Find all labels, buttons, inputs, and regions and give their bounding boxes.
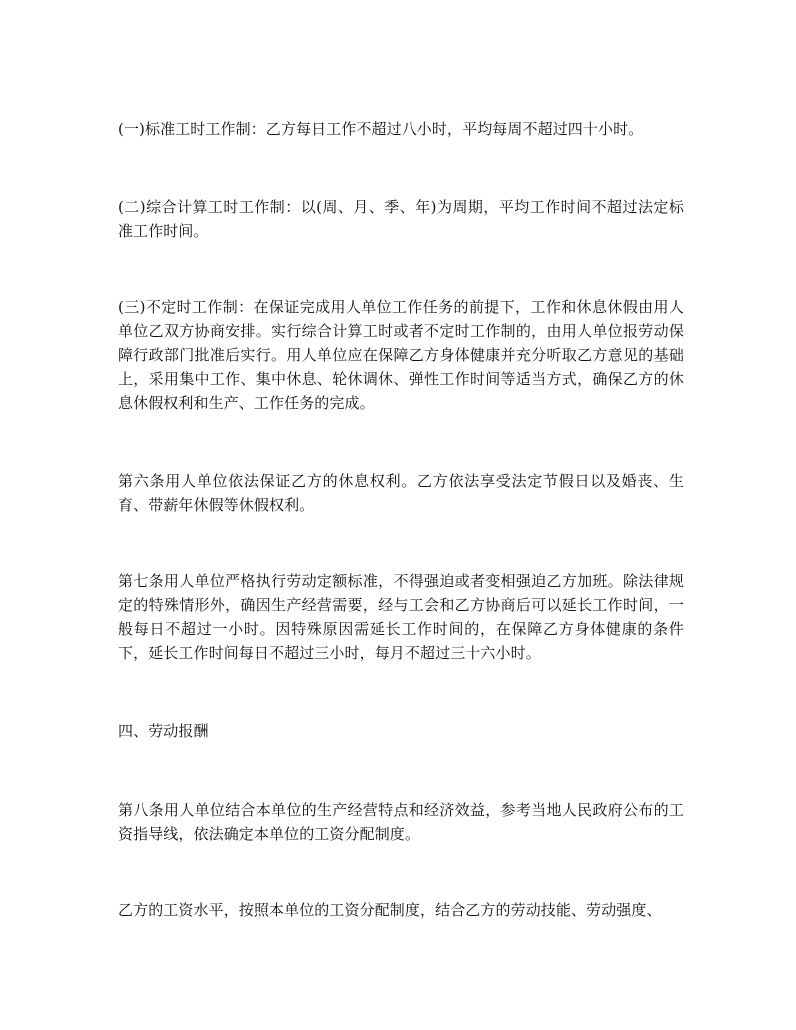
paragraph-article-8: 第八条用人单位结合本单位的生产经营特点和经济效益，参考当地人民政府公布的工资指导线，依法确定本单位的工资分配制度。 xyxy=(118,801,684,843)
paragraph-flexible-hours: (三)不定时工作制：在保证完成用人单位工作任务的前提下，工作和休息休假由用人单位乙双方协商安排。实行综合计算工时或者不定时工作制的，由用人单位报劳动保障行政部门批准后实行。用人单位应在保障乙方身体健康并充分听取乙方意见的基础上，采用集中工作、集中休息、轮休调休、弹性工作时间等适当方式，确保乙方的休息休假权利和生产、工作任务的完成。 xyxy=(118,298,684,412)
paragraph-article-6: 第六条用人单位依法保证乙方的休息权利。乙方依法享受法定节假日以及婚丧、生育、带薪年休假等休假权利。 xyxy=(118,472,684,514)
paragraph-article-7: 第七条用人单位严格执行劳动定额标准，不得强迫或者变相强迫乙方加班。除法律规定的特殊情形外，确因生产经营需要，经与工会和乙方协商后可以延长工作时间，一般每日不超过一小时。因特殊原因需延长工作时间的，在保障乙方身体健康的条件下，延长工作时间每日不超过三小时，每月不超过三十六小时。 xyxy=(118,572,684,662)
paragraph-wage-level: 乙方的工资水平，按照本单位的工资分配制度，结合乙方的劳动技能、劳动强度、 xyxy=(118,901,662,919)
section-heading-labor-pay: 四、劳动报酬 xyxy=(118,722,209,740)
paragraph-standard-hours: (一)标准工时工作制：乙方每日工作不超过八小时，平均每周不超过四十小时。 xyxy=(118,120,644,138)
paragraph-comprehensive-hours: (二)综合计算工时工作制：以(周、月、季、年)为周期，平均工作时间不超过法定标准工作时间。 xyxy=(118,198,684,240)
